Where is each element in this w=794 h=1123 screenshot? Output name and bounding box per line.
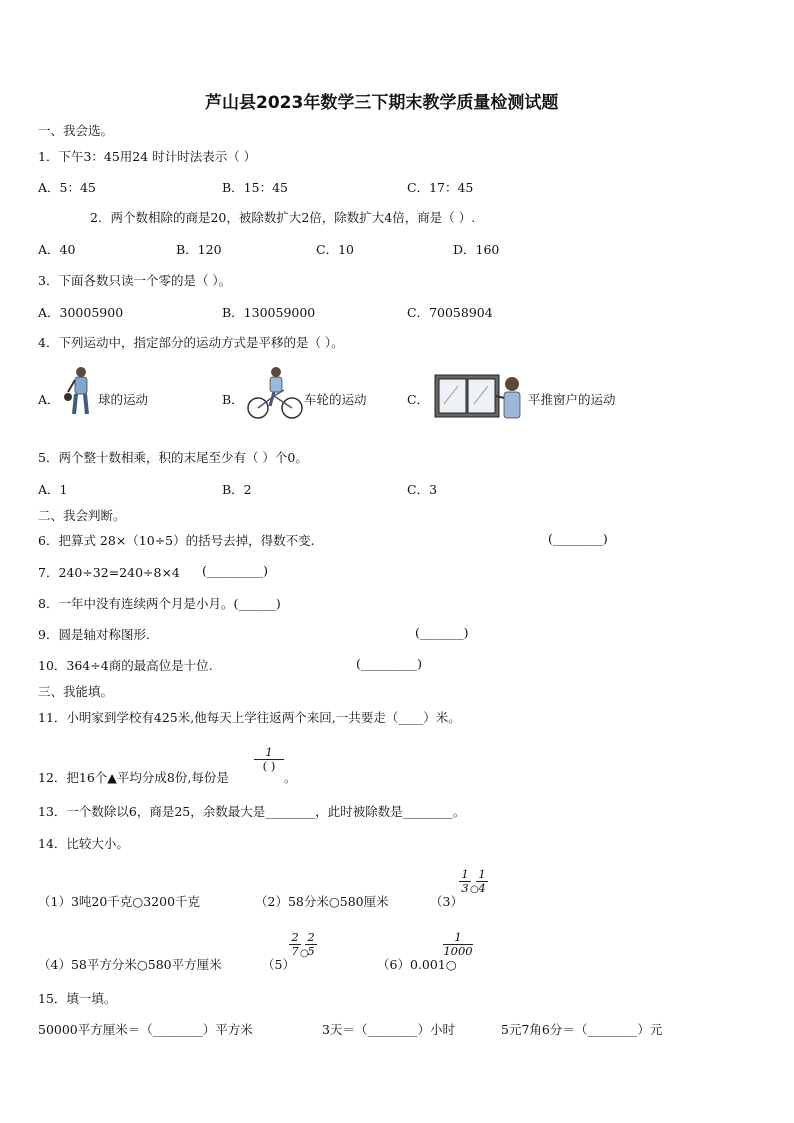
q14-part-3-label: （3） [430,894,463,909]
q12-end-punct: 。 [284,770,297,785]
q14-p3-fraction-b [476,868,488,895]
q12-fraction-numerator: 1 [254,746,284,760]
fraction-numerator: 2 [305,931,317,945]
q12-fraction [254,746,284,773]
question-13-stem: 13．一个数除以6，商是25，余数最大是________，此时被除数是________。 [38,804,466,819]
q15-part-1[interactable]: 50000平方厘米＝（________）平方米 [38,1022,253,1037]
fraction-numerator: 1 [476,868,488,882]
q14-part-1: （1）3吨20千克○3200千克 [38,894,201,909]
q3-option-b[interactable]: B．130059000 [222,305,316,320]
q5-option-b[interactable]: B．2 [222,482,252,497]
q14-part-5-label: （5） [262,957,295,972]
page-title: 芦山县2023年数学三下期末教学质量检测试题 [205,93,559,113]
question-7-stem: 7．240÷32=240÷8×4 [38,565,180,580]
q14-p5-fraction-b [305,931,317,958]
q14-p5-compare-circle[interactable]: ○ [300,948,309,959]
q5-option-c[interactable]: C．3 [407,482,438,497]
question-14-stem: 14．比较大小。 [38,836,129,851]
question-1-stem: 1．下午3：45用24 时计时法表示（ ） [38,149,257,164]
q14-p3-compare-circle[interactable]: ○ [470,884,479,895]
q1-option-b[interactable]: B．15：45 [222,180,288,195]
question-3-stem: 3．下面各数只读一个零的是（ ）。 [38,273,232,288]
q9-answer-blank[interactable]: (_______) [415,625,469,640]
q2-option-a[interactable]: A．40 [38,242,76,257]
q3-option-a[interactable]: A．30005900 [38,305,124,320]
q6-answer-blank[interactable]: (________) [548,531,608,546]
q4-option-a-label: 球的运动 [98,392,149,407]
section-heading-3: 三、我能填。 [38,684,114,699]
question-2-stem: 2．两个数相除的商是20，被除数扩大2倍，除数扩大4倍，商是（ ）. [90,210,476,225]
question-12-stem: 12．把16个▲平均分成8份,每份是 [38,770,229,785]
q14-part-2: （2）58分米○580厘米 [255,894,389,909]
fraction-denominator: 7 [291,944,299,958]
question-10-stem: 10．364÷4商的最高位是十位. [38,658,213,673]
q15-part-2[interactable]: 3天＝（________）小时 [322,1022,455,1037]
section-heading-1: 一、我会选。 [38,123,114,138]
q4-option-b[interactable]: B． [222,392,244,407]
fraction-denominator: 5 [307,944,315,958]
q4-option-b-label: 车轮的运动 [304,392,367,407]
q5-option-a[interactable]: A．1 [38,482,68,497]
question-8-stem: 8．一年中没有连续两个月是小月。(______) [38,596,281,611]
q10-answer-blank[interactable]: (_________) [356,656,423,671]
q1-option-c[interactable]: C．17：45 [407,180,474,195]
q2-option-d[interactable]: D．160 [453,242,500,257]
question-11-stem: 11．小明家到学校有425米,他每天上学往返两个来回,一共要走（____）米。 [38,710,461,725]
q7-answer-blank[interactable]: (_________) [202,563,269,578]
fraction-numerator: 2 [289,931,301,945]
fraction-denominator: 4 [478,881,486,895]
question-6-stem: 6．把算式 28×（10÷5）的括号去掉，得数不变. [38,533,315,548]
fraction-denominator: 1000 [443,944,473,958]
question-9-stem: 9．圆是轴对称图形. [38,627,150,642]
question-4-stem: 4．下列运动中，指定部分的运动方式是平移的是（ ）。 [38,335,344,350]
q4-option-a[interactable]: A． [38,392,60,407]
boy-dribbling-ball-illustration [60,366,100,418]
question-5-stem: 5．两个整十数相乘，积的末尾至少有（ ）个0。 [38,450,308,465]
q3-option-c[interactable]: C．70058904 [407,305,493,320]
fraction-numerator: 1 [443,931,473,945]
q4-option-c[interactable]: C． [407,392,430,407]
question-15-stem: 15．填一填。 [38,991,117,1006]
window-with-boy-illustration [434,374,530,420]
q4-option-c-label: 平推窗户的运动 [528,392,616,407]
q15-part-3[interactable]: 5元7角6分＝（________）元 [501,1022,663,1037]
q2-option-c[interactable]: C．10 [316,242,354,257]
fraction-numerator: 1 [459,868,471,882]
fraction-denominator: 3 [461,881,469,895]
q14-part-6-label: （6）0.001○ [377,957,457,972]
q14-part-4: （4）58平方分米○580平方厘米 [38,957,222,972]
q12-fraction-denominator[interactable]: ( ) [262,759,276,773]
q1-option-a[interactable]: A．5：45 [38,180,96,195]
boy-riding-bicycle-illustration [246,366,304,420]
q2-option-b[interactable]: B．120 [176,242,222,257]
q14-p6-fraction [443,931,473,958]
section-heading-2: 二、我会判断。 [38,508,126,523]
